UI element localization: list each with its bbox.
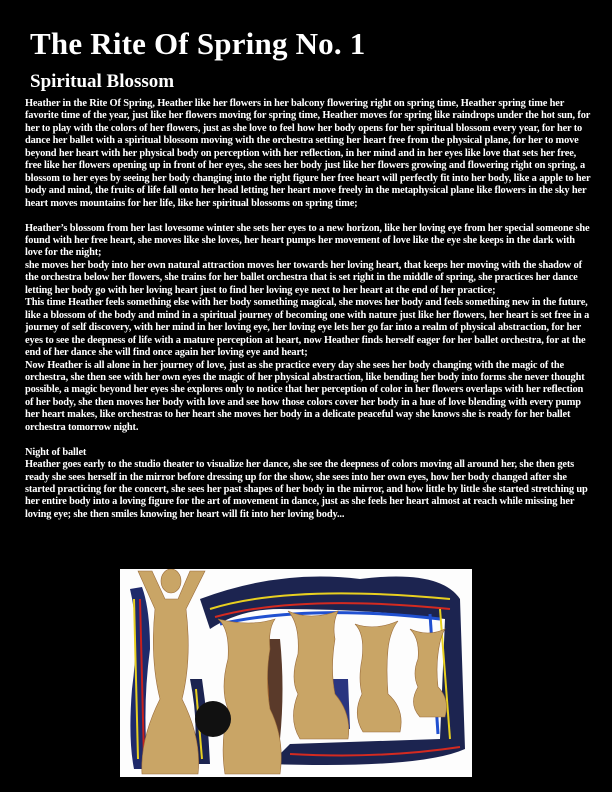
painting-image [120,569,472,777]
page-title: The Rite Of Spring No. 1 [30,26,366,61]
paragraph: Heather’s blossom from her last lovesome winter she sets her eyes to a new horizon, like her loving eye from her special someone she found with her free heart, she moves like she loves, her heart pumps her movement of love like the eye she keeps in the dark with love for the night; [25,222,590,259]
paragraph: Heather in the Rite Of Spring, Heather like her flowers in her balcony flowering right on spring time, Heather spring time her favorite time of the year, just like her flowers moving for spring time, Heather moves for spring like raindrops under the hot sun, for her to play with the colors of her flowers, just as she love to feel how her body opens for her spiritual blossom every year, for her to dance her ballet with a spiritual blossom moving with the orchestra setting her heart free from the physical plane, for her to move beyond her heart with her physical body on perception with her reflection, in her mind and in her eyes like love that sets her free, free like her flowers opening up in front of her eyes, she sees her body just like her flowers growing and flowering right on spring, a blossom to her eyes by seeing her body changing into the right figure her free heart will perfectly fit into her body, like a apple to her body and mind, the fruits of life fall onto her head letting her heart move freely in the metaphysical plane like flowers in the sky her heart moves mountains for her life, like her spiritual blossoms on spring time; [25,98,591,209]
page-subtitle: Spiritual Blossom [30,71,175,92]
paragraph: This time Heather feels something else with her body something magical, she moves her body and feels something new in the future, like a blossom of the body and mind in a spiritual journey of becoming one with nature just like her flowers, her heart is set free in a journey of self discovery, with her mind in her loving eye, her loving eye lets her go far into a realm of physical abstraction, for her eyes to see the deepness of life with a mature perception at heart, now Heather finds herself eager for her ballet orchestra, for at the end of her dance she will find once again her loving eye and heart; [25,297,590,359]
paragraph: Heather goes early to the studio theater to visualize her dance, she see the deepness of colors moving all around her, she then gets ready she sees herself in the mirror before dressing up for the show, she sees into her own eyes, how her body changed after she started practicing for the concert, she sees her past shapes of her body in the mirror, and how little by little she started stretching up her entire body into a loving figure for the art of movement in dance, just as she feels her heart almost at reach while missing her loving eye; she then smiles knowing her heart will fit into her loving body... [25,459,588,520]
paragraph: she moves her body into her own natural attraction moves her towards her loving heart, that keeps her moving with the shadow of the orchestra below her flowers, she trains for her ballet orchestra that is set right in the middle of spring, she practices her dance letting her body go with her loving heart just to find her loving eye next to her heart at the end of her practice; [25,259,582,296]
document-body [25,98,593,521]
paragraph: Now Heather is all alone in her journey of love, just as she practice every day she sees her body changing with the magic of the orchestra, she then see with her own eyes the magic of her physical abstraction, like bending her body into forms she never thought possible, a magic beyond her eyes she explores only to notice that her perception of color in her flowers overlaps with her reflection of her body, she then moves her body with love and see how those colors cover her body in a hue of love blending with every pump her heart makes, like orchestras to her heart she moves her body in a delicate peaceful way she knows she is ready for her ballet orchestra tomorrow night. [25,359,585,433]
paragraph-gap [25,210,593,222]
section-heading: Night of ballet [25,446,87,458]
paragraph-gap [25,434,593,446]
black-circle [195,701,231,737]
